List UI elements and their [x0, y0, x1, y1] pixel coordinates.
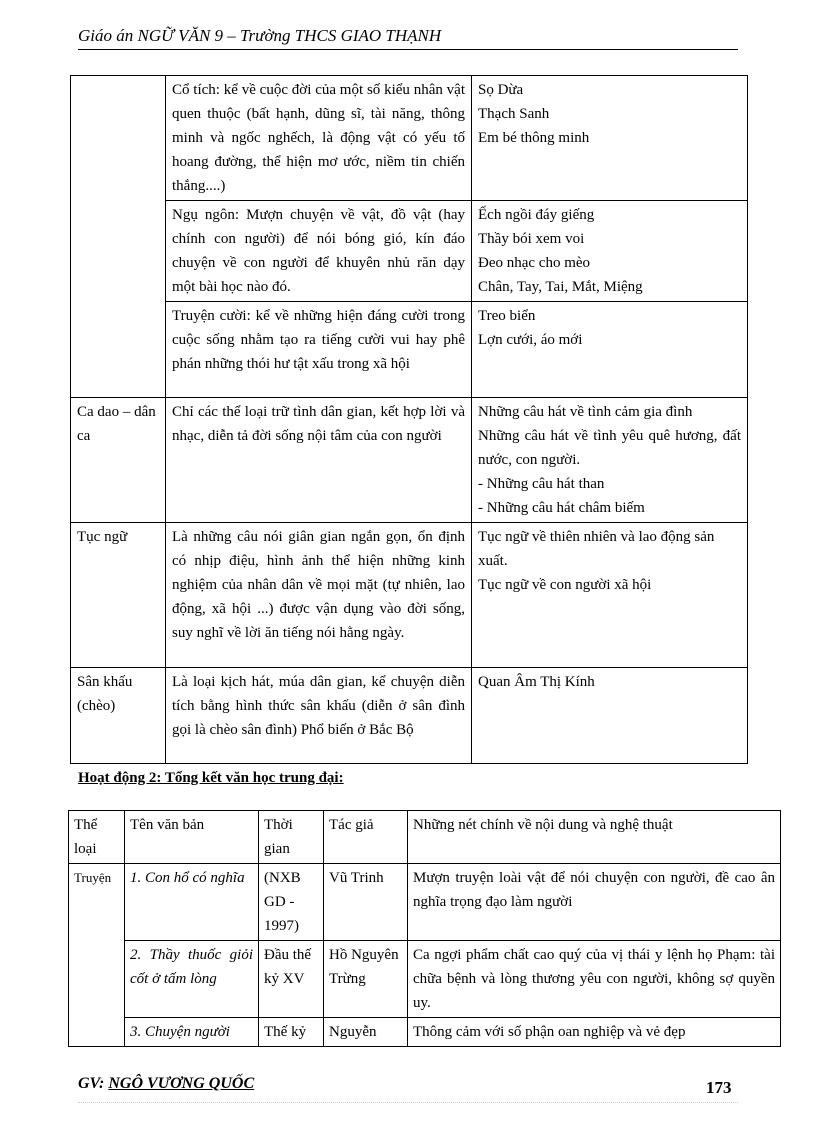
footer-teacher	[78, 1075, 254, 1093]
col-header-time: Thời gian	[259, 811, 324, 864]
work-item: Những câu hát về tình yêu quê hương, đất nước, con người.	[478, 428, 741, 468]
genre-cell	[71, 76, 166, 398]
work-item: Treo biển	[478, 308, 536, 324]
author-cell: Hồ Nguyên Trừng	[324, 941, 408, 1018]
definition-cell: Chỉ các thể loại trữ tình dân gian, kết hợp lời và nhạc, diễn tả đời sống nội tâm của con người	[166, 398, 472, 523]
content-cell: Mượn truyện loài vật để nói chuyện con người, đề cao ân nghĩa trọng đạo làm người	[408, 864, 781, 941]
genre-cell: Ca dao – dân ca	[71, 398, 166, 523]
gv-label: GV:	[78, 1075, 105, 1092]
work-item: Lợn cưới, áo mới	[478, 332, 583, 348]
work-item: Ếch ngồi đáy giếng	[478, 207, 595, 223]
teacher-name: NGÔ VƯƠNG QUỐC	[108, 1075, 255, 1092]
works-cell	[472, 523, 748, 668]
table-row	[69, 1018, 781, 1047]
definition-cell: Là những câu nói giân gian ngắn gọn, ổn định có nhịp điệu, hình ảnh thể hiện những kinh nghiệm của nhân dân về mọi mặt (tự nhiên, lao động, xã hội ...) được vận dụng vào đời sống, suy nghĩ về lời ăn tiếng nói hằng ngày.	[166, 523, 472, 668]
definition-cell: Ngụ ngôn: Mượn chuyện về vật, đồ vật (hay chính con người) để nói bóng gió, kín đáo chuyện về con người để khuyên nhủ răn dạy một bài học nào đó.	[166, 201, 472, 302]
col-header-author: Tác giả	[324, 811, 408, 864]
content-cell: Ca ngợi phẩm chất cao quý của vị thái y lệnh họ Phạm: tài chữa bệnh và lòng thương yêu con người, không sợ quyền uy.	[408, 941, 781, 1018]
author-cell: Vũ Trinh	[324, 864, 408, 941]
work-item: Chân, Tay, Tai, Mắt, Miệng	[478, 279, 643, 295]
time-cell: Thế kỷ	[259, 1018, 324, 1047]
footer-divider	[78, 1102, 738, 1103]
content-cell: Thông cảm với số phận oan nghiệp và vẻ đẹp	[408, 1018, 781, 1047]
time-cell: Đầu thế kỷ XV	[259, 941, 324, 1018]
time-cell: (NXB GD - 1997)	[259, 864, 324, 941]
col-header-content: Những nét chính về nội dung và nghệ thuật	[408, 811, 781, 864]
section-heading: Hoạt động 2: Tổng kết văn học trung đại:	[78, 770, 344, 786]
author-cell: Nguyễn	[324, 1018, 408, 1047]
table-row	[71, 523, 748, 668]
work-item: Sọ Dừa	[478, 82, 524, 98]
work-item: - Những câu hát châm biếm	[478, 500, 645, 516]
works-cell	[472, 668, 748, 764]
page-header: Giáo án NGỮ VĂN 9 – Trường THCS GIAO THẠNH	[78, 26, 738, 50]
title-cell: 1. Con hổ có nghĩa	[125, 864, 259, 941]
work-item: Tục ngữ về con người xã hội	[478, 577, 652, 593]
table-row	[71, 201, 748, 302]
work-item: Đeo nhạc cho mèo	[478, 255, 591, 271]
definition-cell: Là loại kịch hát, múa dân gian, kể chuyện diễn tích bằng hình thức sân khấu (diễn ở sân đình gọi là chèo sân đình) Phổ biến ở Bắc Bộ	[166, 668, 472, 764]
genre-cell: Tục ngữ	[71, 523, 166, 668]
title-cell: 2. Thầy thuốc giỏi cốt ở tấm lòng	[125, 941, 259, 1018]
work-item: Thầy bói xem voi	[478, 231, 585, 247]
header-row	[69, 811, 781, 864]
medieval-literature-table	[68, 810, 781, 1047]
table-row	[71, 76, 748, 201]
works-cell	[472, 302, 748, 398]
table-row	[69, 864, 781, 941]
genre-cell: Sân khấu (chèo)	[71, 668, 166, 764]
work-item: Em bé thông minh	[478, 130, 590, 146]
folk-literature-table	[70, 75, 748, 764]
table-row	[71, 302, 748, 398]
work-item: Tục ngữ về thiên nhiên và lao động sản xuất.	[478, 529, 715, 569]
genre-cell: Truyện	[69, 864, 125, 1047]
work-item: Những câu hát về tình cảm gia đình	[478, 404, 693, 420]
col-header-title: Tên văn bản	[125, 811, 259, 864]
col-header-genre: Thể loại	[69, 811, 125, 864]
table-row	[71, 398, 748, 523]
work-item: - Những câu hát than	[478, 476, 605, 492]
table-row	[69, 941, 781, 1018]
works-cell	[472, 201, 748, 302]
works-cell	[472, 76, 748, 201]
table-row	[71, 668, 748, 764]
definition-cell: Truyện cười: kể về những hiện đáng cười trong cuộc sống nhằm tạo ra tiếng cười vui hay phê phán những thói hư tật xấu trong xã hội	[166, 302, 472, 398]
works-cell	[472, 398, 748, 523]
work-item: Thạch Sanh	[478, 106, 550, 122]
page-number: 173	[706, 1078, 732, 1097]
work-item: Quan Âm Thị Kính	[478, 674, 595, 690]
definition-cell: Cổ tích: kể về cuộc đời của một số kiểu nhân vật quen thuộc (bất hạnh, dũng sĩ, tài năng, thông minh và ngốc nghếch, là động vật có yếu tố hoang đường, thể hiện mơ ước, niềm tin chiến thắng....)	[166, 76, 472, 201]
title-cell: 3. Chuyện người	[125, 1018, 259, 1047]
